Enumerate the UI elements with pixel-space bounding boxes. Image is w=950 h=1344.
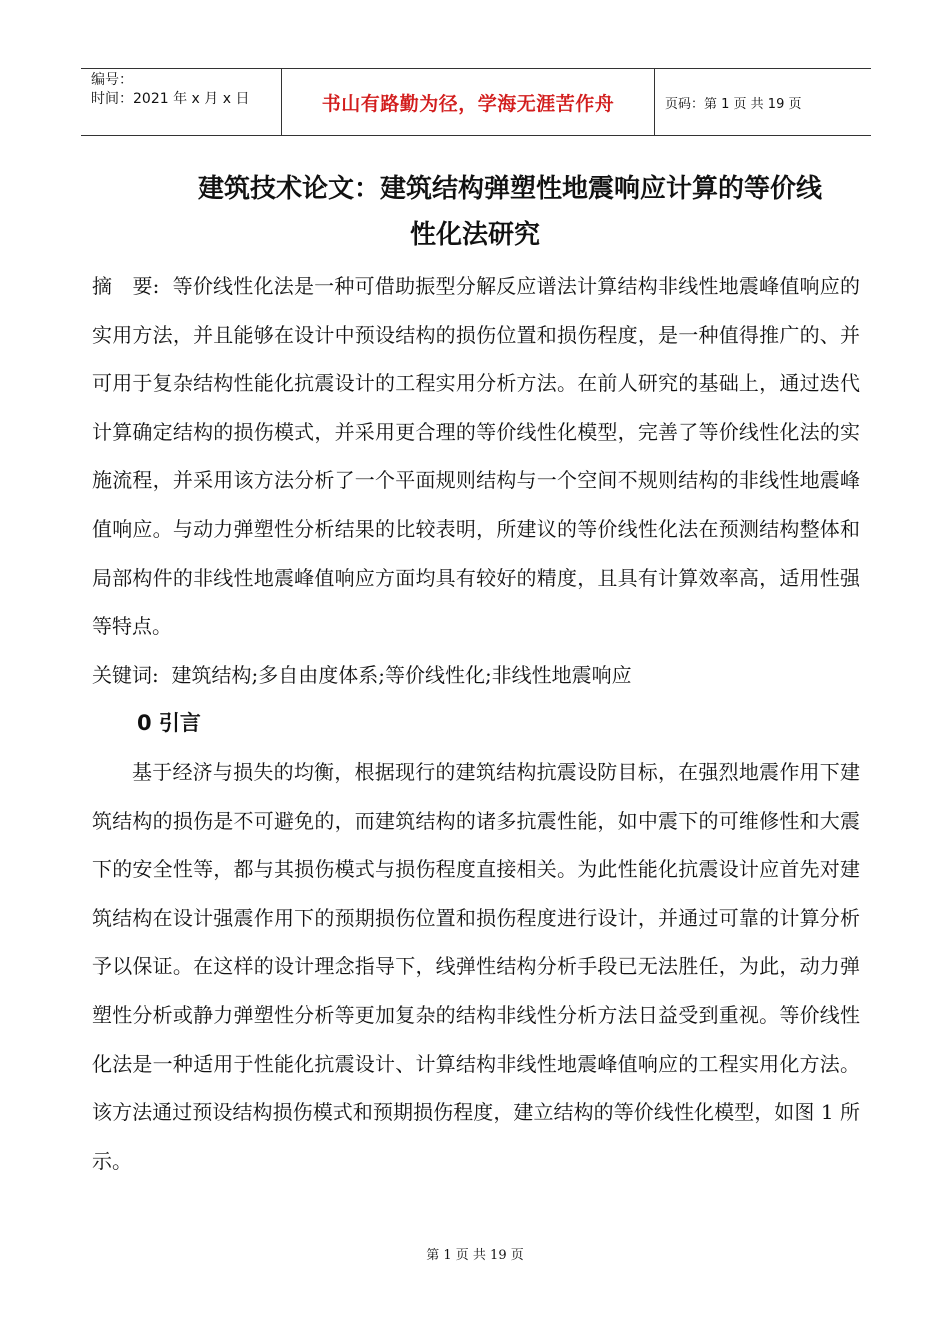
document-header: [81, 68, 871, 136]
title-line-1: 建筑技术论文：建筑结构弹塑性地震响应计算的等价线: [197, 174, 822, 204]
number-label: 编号：: [91, 72, 133, 88]
date-line: 时间：2021 年 x 月 x 日: [91, 91, 250, 107]
header-meta-cell: [81, 69, 282, 135]
title-line-2: 性化法研究: [409, 220, 540, 250]
abstract-text: 等价线性化法是一种可借助振型分解反应谱法计算结构非线性地震峰值响应的实用方法，并且能够在设计中预设结构的损伤位置和损伤程度，是一种值得推广的、并可用于复杂结构性能化抗震设计的工程实用分析方法。在前人研究的基础上，通过迭代计算确定结构的损伤模式，并采用更合理的等价线性化模型，完善了等价线性化法的实施流程，并采用该方法分析了一个平面规则结构与一个空间不规则结构的非线性地震峰值响应。与动力弹塑性分析结果的比较表明，所建议的等价线性化法在预测结构整体和局部构件的非线性地震峰值响应方面均具有较好的精度，且具有计算效率高，适用性强等特点。: [92, 274, 861, 639]
body-paragraph: 基于经济与损失的均衡，根据现行的建筑结构抗震设防目标，在强烈地震作用下建筑结构的损伤是不可避免的，而建筑结构的诸多抗震性能，如中震下的可维修性和大震下的安全性等，都与其损伤模式与损伤程度直接相关。为此性能化抗震设计应首先对建筑结构在设计强震作用下的预期损伤位置和损伤程度进行设计，并通过可靠的计算分析予以保证。在这样的设计理念指导下，线弹性结构分析手段已无法胜任，为此，动力弹塑性分析或静力弹塑性分析等更加复杂的结构非线性分析方法日益受到重视。等价线性化法是一种适用于性能化抗震设计、计算结构非线性地震峰值响应的工程实用化方法。该方法通过预设结构损伤模式和预期损伤程度，建立结构的等价线性化模型，如图 1 所示。: [92, 759, 860, 1173]
document-body: [92, 262, 860, 1185]
header-slogan-cell: [282, 69, 655, 135]
header-page-cell: [655, 69, 871, 135]
section-heading: 0 引言: [137, 711, 201, 736]
keywords-label: 关键词:: [92, 662, 159, 687]
page-info: 页码：第 1 页 共 19 页: [665, 96, 802, 112]
page-footer: 第 1 页 共 19 页: [426, 1248, 524, 1263]
slogan: 书山有路勤为径，学海无涯苦作舟: [321, 92, 615, 115]
keywords: [92, 651, 860, 700]
abstract-label: 摘 要:: [92, 274, 160, 298]
keywords-text: 建筑结构;多自由度体系;等价线性化;非线性地震响应: [171, 662, 632, 687]
document-title: [90, 166, 860, 258]
abstract: [92, 262, 860, 651]
